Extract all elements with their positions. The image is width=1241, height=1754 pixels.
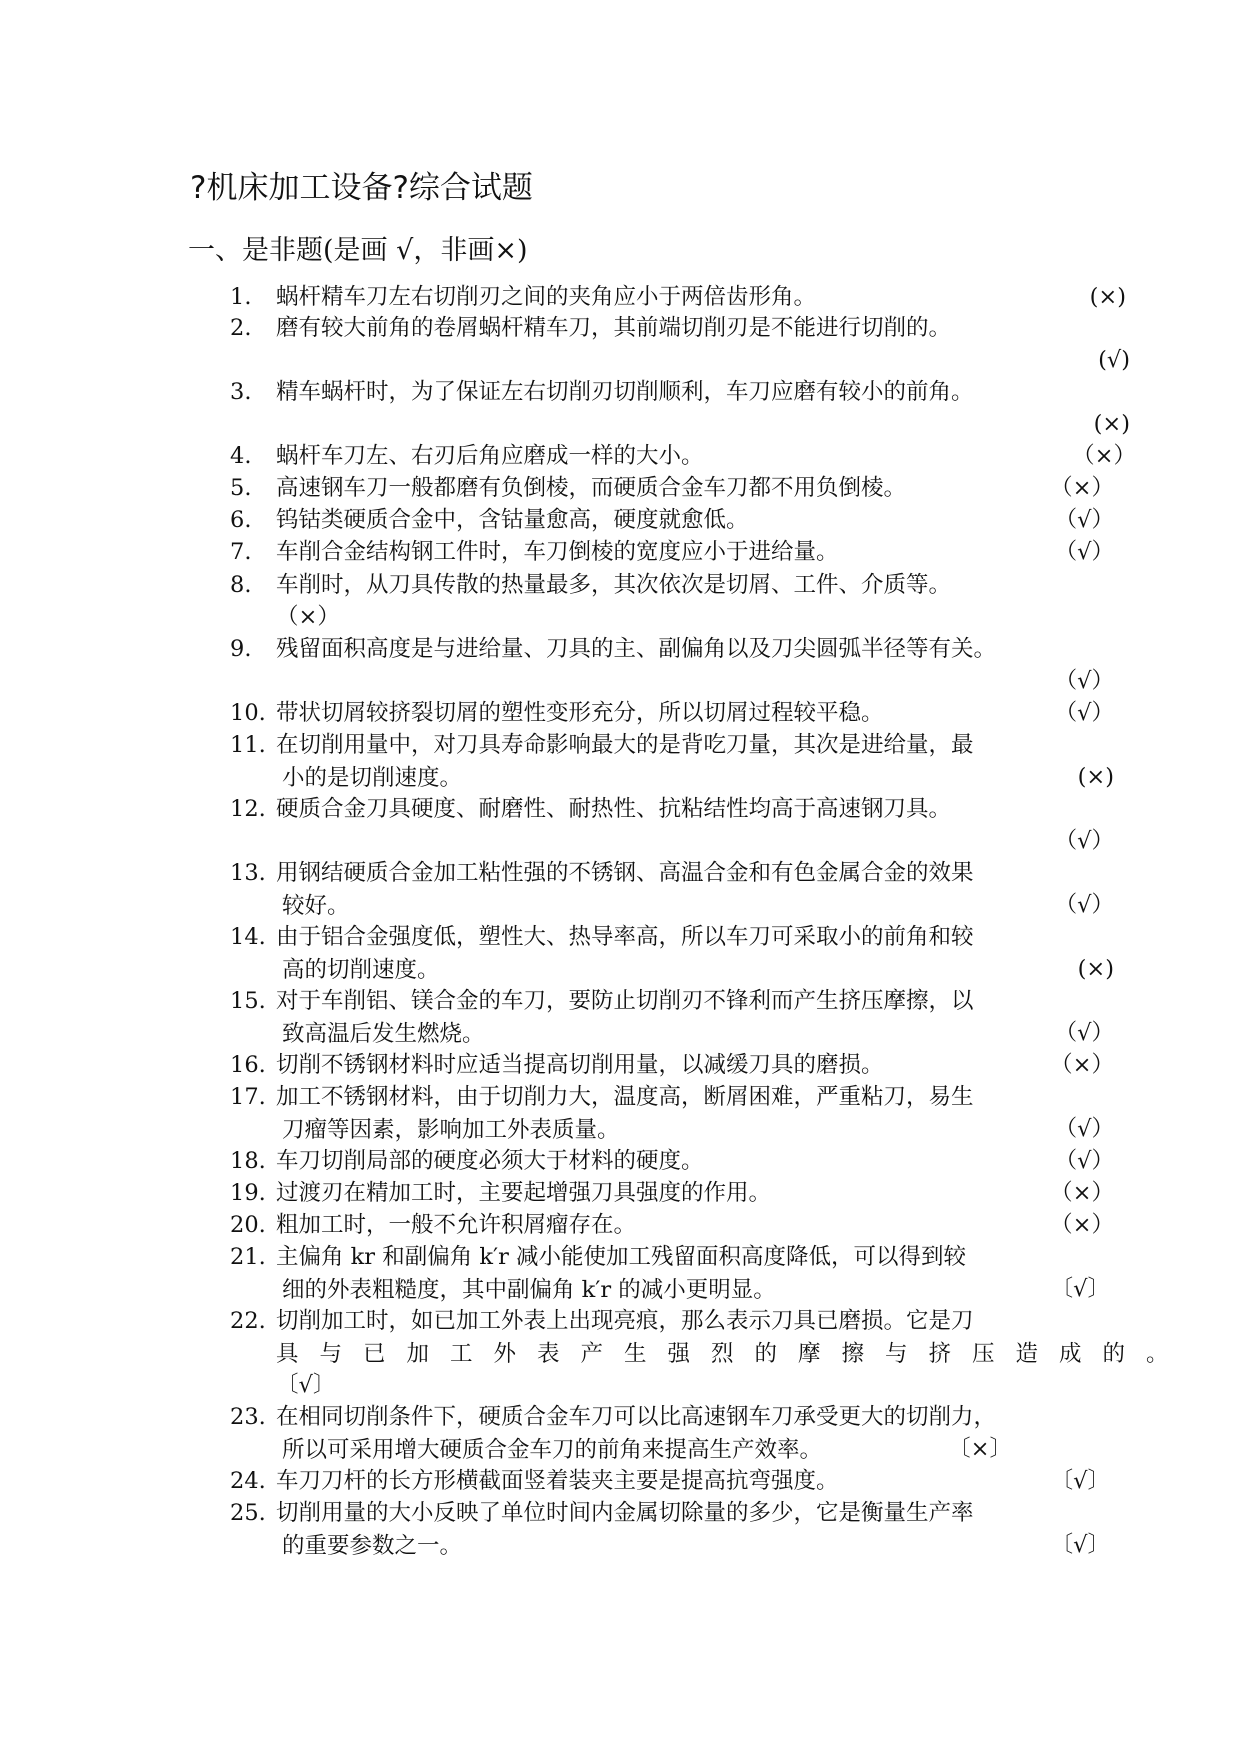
question-text: 钨钴类硬质合金中，含钴量愈高，硬度就愈低。	[276, 507, 749, 533]
answer-mark: 〔√〕	[1050, 1532, 1110, 1558]
answer-mark: （×）	[1050, 1180, 1114, 1206]
question-text-line-2: 具与已加工外表产生强烈的摩擦与挤压造成的。	[276, 1340, 1190, 1367]
answer-mark: （×）	[1050, 1212, 1114, 1238]
question-number: 8.	[230, 572, 252, 598]
answer-mark: 〔×〕	[948, 1436, 1012, 1462]
section-heading	[188, 228, 527, 267]
answer-mark: (×)	[1077, 956, 1114, 982]
answer-mark: (×)	[1077, 764, 1114, 790]
question-number: 9.	[230, 636, 252, 662]
question-number: 13.	[230, 860, 266, 886]
question-text-line-1: 加工不锈钢材料，由于切削力大，温度高，断屑困难，严重粘刀，易生	[276, 1084, 974, 1110]
question-text-line-2: 所以可采用增大硬质合金车刀的前角来提高生产效率。	[282, 1436, 823, 1463]
question-number: 7.	[230, 539, 252, 565]
answer-mark: （√）	[1054, 828, 1114, 854]
question-text-line-2: 较好。	[282, 892, 350, 919]
question-text: 车刀刀杆的长方形横截面竖着装夹主要是提高抗弯强度。	[276, 1468, 839, 1494]
question-number: 14.	[230, 924, 266, 950]
question-text: 磨有较大前角的卷屑蜗杆精车刀，其前端切削刃是不能进行切削的。	[276, 315, 952, 341]
question-number: 18.	[230, 1148, 266, 1174]
answer-mark: （√）	[1054, 1020, 1114, 1046]
question-text: 精车蜗杆时，为了保证左右切削刃切削顺利，车刀应磨有较小的前角。	[276, 379, 974, 405]
answer-mark: (×)	[1093, 411, 1130, 437]
question-number: 5.	[230, 475, 252, 501]
question-text-line-2: 小的是切削速度。	[282, 764, 463, 791]
answer-mark: 〔√〕	[276, 1372, 336, 1398]
question-number: 11.	[230, 732, 266, 758]
answer-mark: (×)	[1089, 284, 1126, 310]
question-text-line-1: 切削加工时，如已加工外表上出现亮痕，那么表示刀具已磨损。它是刀	[276, 1308, 974, 1334]
question-number: 19.	[230, 1180, 266, 1206]
question-number: 10.	[230, 700, 266, 726]
question-text-line-1: 在相同切削条件下，硬质合金车刀可以比高速钢车刀承受更大的切削力，	[276, 1404, 997, 1430]
answer-mark: （×）	[1072, 443, 1136, 469]
question-number: 22.	[230, 1308, 266, 1334]
answer-mark: （√）	[1054, 539, 1114, 565]
question-text: 粗加工时，一般不允许积屑瘤存在。	[276, 1212, 637, 1238]
question-number: 16.	[230, 1052, 266, 1078]
answer-mark: （×）	[1050, 1052, 1114, 1078]
answer-mark: （√）	[1054, 668, 1114, 694]
question-text: 硬质合金刀具硬度、耐磨性、耐热性、抗粘结性均高于高速钢刀具。	[276, 796, 952, 822]
question-number: 3.	[230, 379, 252, 405]
question-text-line-1: 主偏角 kr 和副偏角 k′r 减小能使加工残留面积高度降低，可以得到较	[276, 1244, 966, 1270]
question-number: 6.	[230, 507, 252, 533]
question-text: 高速钢车刀一般都磨有负倒棱，而硬质合金车刀都不用负倒棱。	[276, 475, 907, 501]
answer-mark: (√)	[1098, 347, 1130, 373]
answer-mark: 〔√〕	[1050, 1276, 1110, 1302]
question-number: 25.	[230, 1500, 266, 1526]
question-text-line-1: 用钢结硬质合金加工粘性强的不锈钢、高温合金和有色金属合金的效果	[276, 860, 974, 886]
answer-mark: （√）	[1054, 700, 1114, 726]
answer-mark: （×）	[276, 604, 340, 630]
question-text-line-1: 由于铝合金强度低，塑性大、热导率高，所以车刀可采取小的前角和较	[276, 924, 974, 950]
question-number: 20.	[230, 1212, 266, 1238]
answer-mark: （√）	[1054, 892, 1114, 918]
question-number: 23.	[230, 1404, 266, 1430]
section-label: 一、是非题	[188, 235, 323, 266]
question-text: 车削合金结构钢工件时，车刀倒棱的宽度应小于进给量。	[276, 539, 839, 565]
question-text-line-2: 的重要参数之一。	[282, 1532, 463, 1559]
question-number: 21.	[230, 1244, 266, 1270]
answer-mark: 〔√〕	[1050, 1468, 1110, 1494]
question-number: 1.	[230, 284, 252, 310]
question-text: 蜗杆精车刀左右切削刃之间的夹角应小于两倍齿形角。	[276, 284, 817, 310]
page-title: ?机床加工设备?综合试题	[190, 170, 533, 206]
question-number: 24.	[230, 1468, 266, 1494]
question-number: 15.	[230, 988, 266, 1014]
answer-mark: （√）	[1054, 1116, 1114, 1142]
question-text-line-2: 高的切削速度。	[282, 956, 440, 983]
question-text: 车削时，从刀具传散的热量最多，其次依次是切屑、工件、介质等。	[276, 572, 952, 598]
section-instruction: (是画 √，非画×)	[323, 235, 528, 266]
answer-mark: （√）	[1054, 507, 1114, 533]
question-number: 4.	[230, 443, 252, 469]
question-text-line-2: 细的外表粗糙度，其中副偏角 k′r 的减小更明显。	[282, 1276, 776, 1303]
question-text-line-2: 致高温后发生燃烧。	[282, 1020, 485, 1047]
question-text: 残留面积高度是与进给量、刀具的主、副偏角以及刀尖圆弧半径等有关。	[276, 636, 997, 662]
question-text-line-1: 在切削用量中，对刀具寿命影响最大的是背吃刀量，其次是进给量，最	[276, 732, 974, 758]
question-text: 过渡刃在精加工时，主要起增强刀具强度的作用。	[276, 1180, 772, 1206]
answer-mark: （×）	[1050, 475, 1114, 501]
question-text: 带状切屑较挤裂切屑的塑性变形充分，所以切屑过程较平稳。	[276, 700, 884, 726]
question-number: 2.	[230, 315, 252, 341]
question-text: 切削不锈钢材料时应适当提高切削用量，以减缓刀具的磨损。	[276, 1052, 884, 1078]
question-text: 蜗杆车刀左、右刃后角应磨成一样的大小。	[276, 443, 704, 469]
question-number: 12.	[230, 796, 266, 822]
question-text-line-2: 刀瘤等因素，影响加工外表质量。	[282, 1116, 620, 1143]
answer-mark: （√）	[1054, 1148, 1114, 1174]
question-number: 17.	[230, 1084, 266, 1110]
question-text-line-1: 切削用量的大小反映了单位时间内金属切除量的多少，它是衡量生产率	[276, 1500, 974, 1526]
question-text: 车刀切削局部的硬度必须大于材料的硬度。	[276, 1148, 704, 1174]
question-text-line-1: 对于车削铝、镁合金的车刀，要防止切削刃不锋利而产生挤压摩擦，以	[276, 988, 974, 1014]
